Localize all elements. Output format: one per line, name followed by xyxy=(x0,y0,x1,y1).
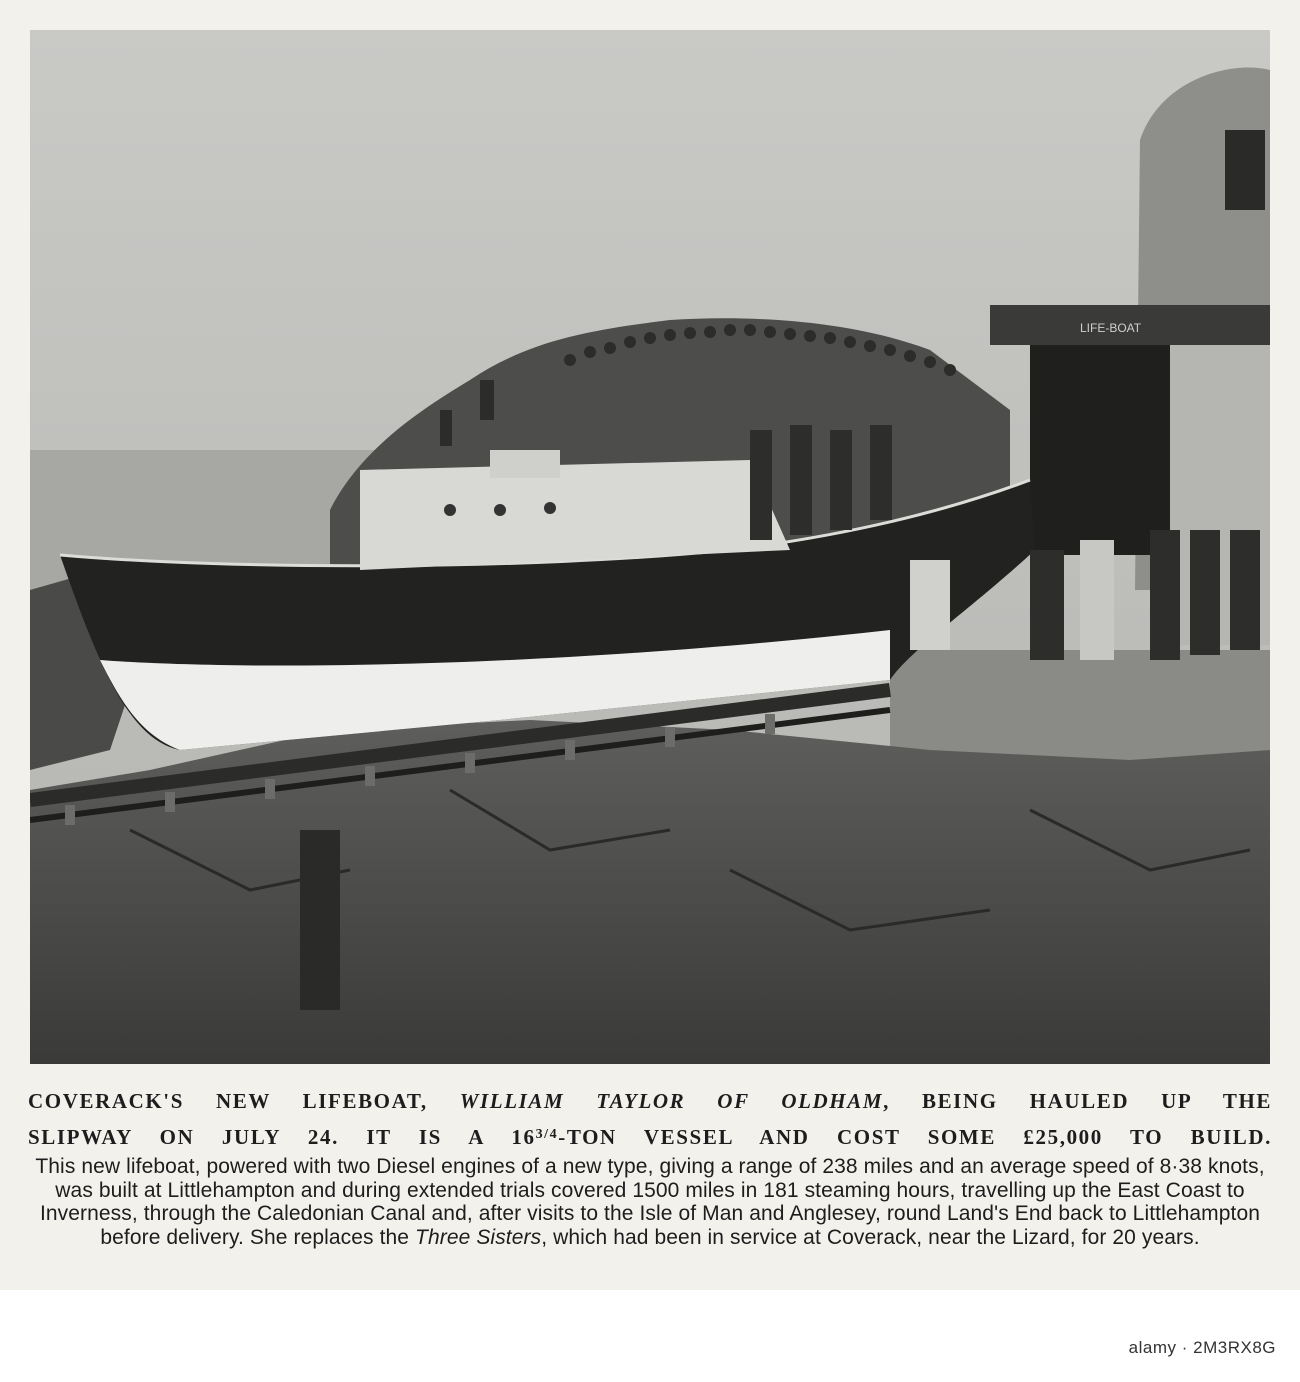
caption-text: -TON VESSEL AND COST SOME £25,000 TO BUILD. xyxy=(558,1125,1272,1149)
lifeboat-wheelhouse xyxy=(490,450,560,478)
bottom-band xyxy=(0,1290,1300,1382)
slipway-pillar xyxy=(300,830,340,1010)
caption-text: , BEING HAULED UP THE xyxy=(883,1089,1272,1113)
caption-body-text: This new lifeboat, powered with two Diesel engines of a new type, giving a range of 238 miles and an average speed of 8·38 knots, was built at Littlehampton and during extended trials covered 1500 miles in 181 steaming hours, travelling up the East Coast to Inverness, through the Caledonian Canal and, after visits to the Isle of Man and Anglesey, round Land's End back to Littlehampton before delivery. She replaces the xyxy=(35,1155,1265,1249)
caption-old-boat-name: Three Sisters xyxy=(415,1225,542,1249)
boathouse-door xyxy=(1030,345,1170,555)
photo-caption xyxy=(28,1084,1272,1249)
boathouse-window xyxy=(1225,130,1265,210)
caption-headline-2 xyxy=(28,1118,1272,1154)
caption-text: SLIPWAY ON JULY 24. IT IS A 16 xyxy=(28,1125,536,1149)
caption-fraction: 3/4 xyxy=(535,1127,559,1142)
caption-text: COVERACK'S NEW LIFEBOAT, xyxy=(28,1089,460,1113)
lifeboat-sign: LIFE-BOAT xyxy=(1080,321,1142,335)
photo-illustration xyxy=(30,30,1270,1064)
caption-headline-1 xyxy=(28,1084,1272,1118)
caption-body xyxy=(28,1155,1272,1249)
lifeboat-photo xyxy=(30,30,1270,1064)
watermark: alamy · 2M3RX8G xyxy=(1128,1338,1276,1357)
caption-boat-name: WILLIAM TAYLOR OF OLDHAM xyxy=(459,1089,884,1113)
caption-body-text: , which had been in service at Coverack, near the Lizard, for 20 years. xyxy=(541,1225,1200,1249)
